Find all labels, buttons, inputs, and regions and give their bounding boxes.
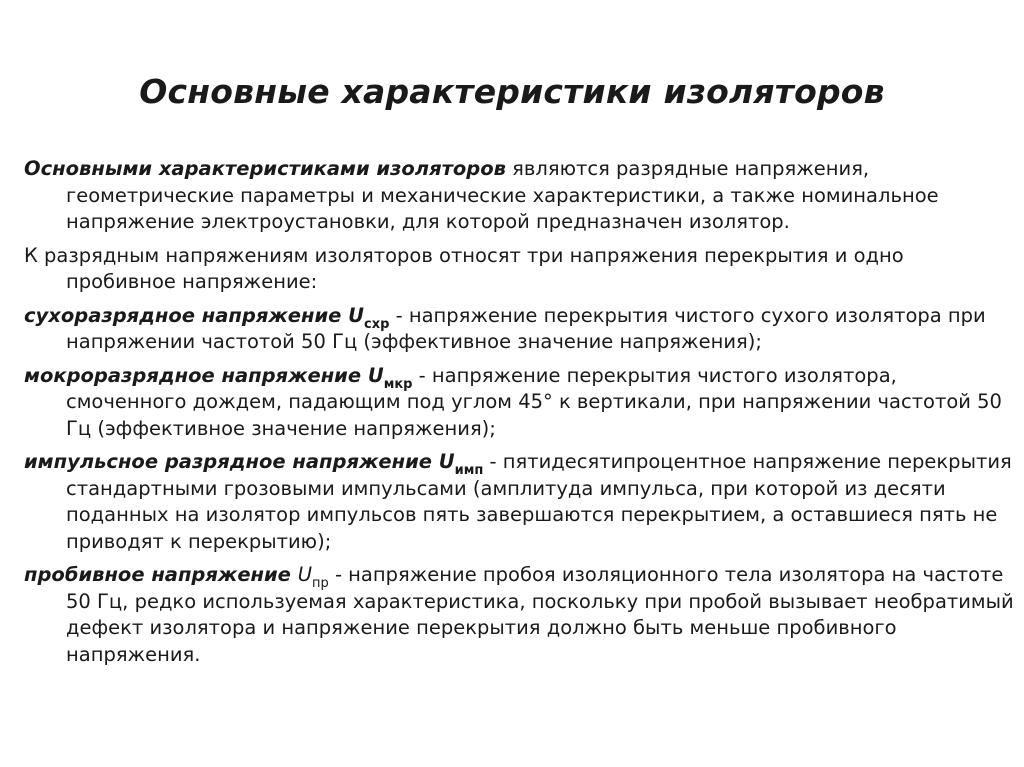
voltage-subscript: мкр (383, 376, 413, 392)
definition-term: сухоразрядное напряжение (24, 303, 349, 327)
definition-term: импульсное разрядное напряжение (24, 450, 439, 473)
slide-body (24, 156, 1014, 675)
definition-term: мокроразрядное напряжение (24, 363, 368, 387)
definition-text: - напряжение перекрытия чистого сухого изолятора при напряжении частотой 50 Гц (эффективное значение напряжения); (66, 303, 986, 353)
voltage-subscript: имп (454, 463, 484, 478)
slide-title: Основные характеристики изоляторов (139, 72, 885, 111)
voltage-subscript: схр (364, 316, 390, 332)
definition-term: пробивное напряжение (24, 563, 298, 586)
definition-impulse-flashover (24, 449, 1014, 555)
intro-text: являются разрядные напряжения, геометрические параметры и механические характеристики, а также номинальное напряжение электроустановки, для которой предназначен изолятор. (66, 157, 939, 233)
voltage-symbol: U (348, 303, 365, 327)
definition-dry-flashover (24, 303, 1014, 356)
definition-wet-flashover (24, 363, 1014, 443)
intro-paragraph (24, 156, 1014, 236)
definition-text: - пятидесятипроцентное напряжение перекрытия стандартными грозовыми импульсами (амплитуда импульса, при которой из десяти поданных на изолятор импульсов пять завершаются перекрытием, а оставшиеся пять не приводят к перекрытию); (66, 450, 1012, 553)
intro2-text: К разрядным напряжениям изоляторов относят три напряжения перекрытия и одно пробивное напряжение: (24, 243, 904, 293)
definition-text: - напряжение перекрытия чистого изолятора, смоченного дождем, падающим под углом 45° к вертикали, при напряжении частотой 50 Гц (эффективное значение напряжения); (66, 363, 1002, 440)
definition-breakdown (24, 562, 1014, 668)
voltage-symbol: U (297, 563, 312, 586)
intro-term: Основными характеристиками изоляторов (24, 157, 506, 180)
voltage-subscript: пр (311, 576, 329, 591)
voltage-symbol: U (367, 363, 384, 387)
intro2-paragraph (24, 243, 1014, 296)
definition-text: - напряжение пробоя изоляционного тела изолятора на частоте 50 Гц, редко используемая характеристика, поскольку при пробой вызывает необратимый дефект изолятора и напряжение перекрытия должно быть меньше пробивного напряжения. (66, 563, 1014, 666)
voltage-symbol: U (438, 450, 455, 473)
